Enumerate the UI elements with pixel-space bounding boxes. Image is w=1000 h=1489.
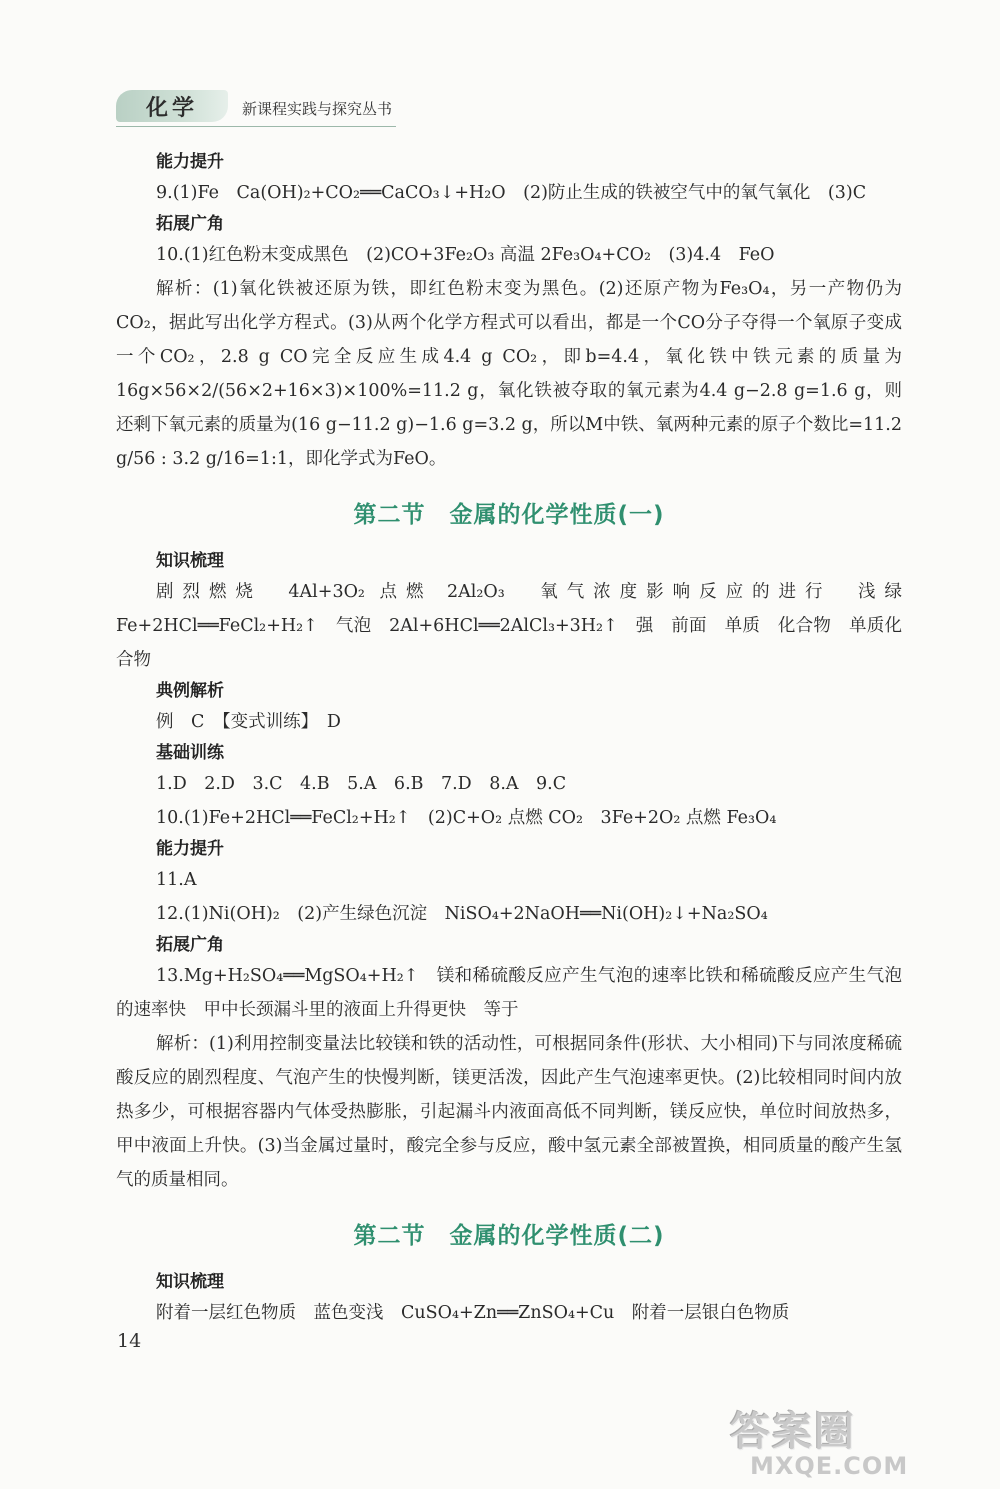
- section-label: 能力提升: [156, 839, 224, 859]
- answer-paragraph: 10.(1)Fe+2HCl══FeCl₂+H₂↑ (2)C+O₂ 点燃 CO₂ 3Fe+2O₂ 点燃 Fe₃O₄: [156, 808, 777, 828]
- section-label: 知识梳理: [156, 551, 224, 571]
- answer-paragraph: 剧烈燃烧 4Al+3O₂ 点燃 2Al₂O₃ 氧气浓度影响反应的进行 浅绿 Fe+2HCl══FeCl₂+H₂↑ 气泡 2Al+6HCl══2AlCl₃+3H₂↑ 强 前面 单质 化合物 单质化合物: [116, 582, 920, 670]
- page-header: [116, 88, 396, 126]
- answer-paragraph: 11.A: [156, 870, 197, 890]
- header-divider: [116, 126, 396, 127]
- answer-paragraph: 10.(1)红色粉末变成黑色 (2)CO+3Fe₂O₃ 高温 2Fe₃O₄+CO₂ (3)4.4 FeO: [156, 245, 775, 265]
- answer-paragraph: 13.Mg+H₂SO₄══MgSO₄+H₂↑ 镁和稀硫酸反应产生气泡的速率比铁和稀硫酸反应产生气泡的速率快 甲中长颈漏斗里的液面上升得更快 等于: [116, 966, 902, 1020]
- answer-paragraph: 例 C 【变式训练】 D: [156, 712, 341, 732]
- section-heading: 第二节 金属的化学性质(二): [353, 1223, 665, 1249]
- section-label: 基础训练: [156, 743, 224, 763]
- section-label: 知识梳理: [156, 1272, 224, 1292]
- answer-paragraph: 附着一层红色物质 蓝色变浅 CuSO₄+Zn══ZnSO₄+Cu 附着一层银白色物质: [156, 1303, 790, 1323]
- section-label: 能力提升: [156, 152, 224, 172]
- series-title: 新课程实践与探究丛书: [242, 100, 393, 118]
- answer-paragraph: 解析：(1)利用控制变量法比较镁和铁的活动性，可根据同条件(形状、大小相同)下与同浓度稀硫酸反应的剧烈程度、气泡产生的快慢判断，镁更活泼，因此产生气泡速率更快。(2)比较相同时间内放热多少，可根据容器内气体受热膨胀，引起漏斗内液面高低不同判断，镁反应快，单位时间放热多，甲中液面上升快。(3)当金属过量时，酸完全参与反应，酸中氢元素全部被置换，相同质量的酸产生氢气的质量相同。: [116, 1034, 902, 1190]
- section-heading: 第二节 金属的化学性质(一): [353, 502, 665, 528]
- answer-content: [116, 148, 920, 1330]
- answer-paragraph: 12.(1)Ni(OH)₂ (2)产生绿色沉淀 NiSO₄+2NaOH══Ni(OH)₂↓+Na₂SO₄: [156, 904, 768, 924]
- section-label: 典例解析: [156, 681, 224, 701]
- watermark-url: MXQE.COM: [750, 1452, 909, 1480]
- answer-paragraph: 1.D 2.D 3.C 4.B 5.A 6.B 7.D 8.A 9.C: [156, 774, 567, 794]
- section-label: 拓展广角: [156, 214, 224, 234]
- page-number: 14: [117, 1330, 142, 1352]
- section-label: 拓展广角: [156, 935, 224, 955]
- answer-paragraph: 9.(1)Fe Ca(OH)₂+CO₂══CaCO₃↓+H₂O (2)防止生成的铁被空气中的氧气氧化 (3)C: [156, 183, 867, 203]
- subject-title: 化学: [146, 96, 199, 121]
- watermark: [700, 1400, 990, 1485]
- answer-paragraph: 解析：(1)氧化铁被还原为铁，即红色粉末变为黑色。(2)还原产物为Fe₃O₄，另一产物仍为CO₂，据此写出化学方程式。(3)从两个化学方程式可以看出，都是一个CO分子夺得一个氧原子变成一个CO₂，2.8 g CO完全反应生成4.4 g CO₂，即b=4.4，氧化铁中铁元素的质量为16g×56×2/(56×2+16×3)×100%=11.2 g，氧化铁被夺取的氧元素为4.4 g−2.8 g=1.6 g，则还剩下氧元素的质量为(16 g−11.2 g)−1.6 g=3.2 g，所以M中铁、氧两种元素的原子个数比=11.2 g/56 : 3.2 g/16=1:1，即化学式为FeO。: [116, 279, 902, 469]
- watermark-logo: 答案圈: [730, 1409, 856, 1455]
